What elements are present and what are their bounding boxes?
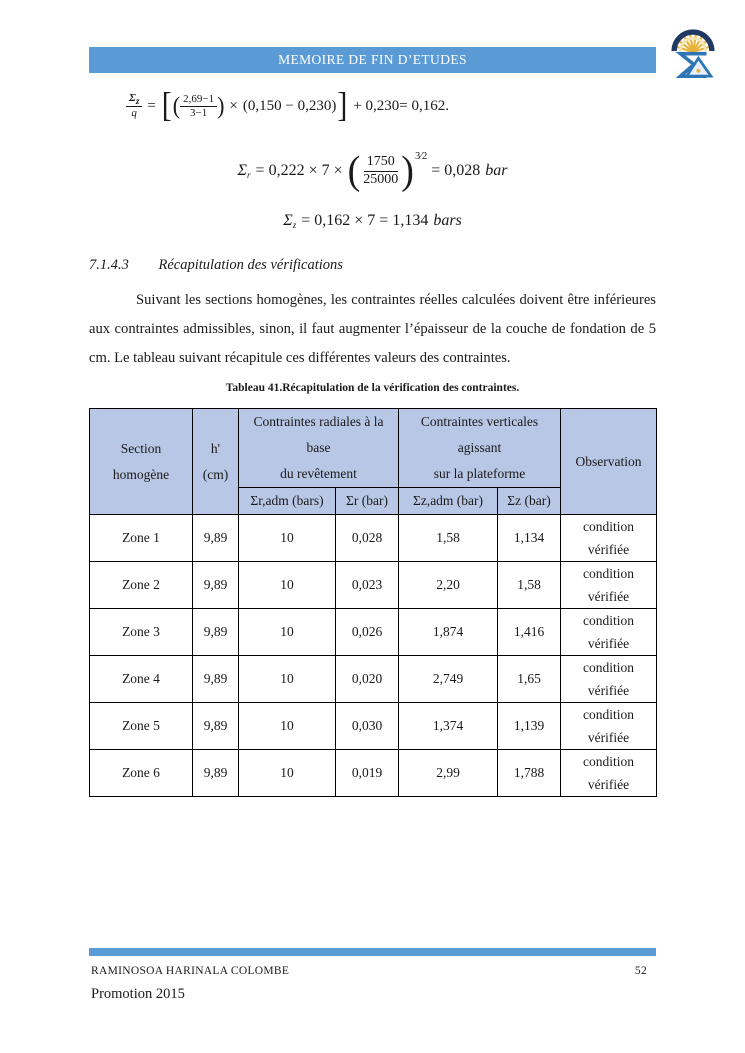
- table-row: [90, 656, 657, 703]
- col-header-sz-adm: Σz,adm (bar): [399, 488, 498, 515]
- table-caption: Tableau 41.Récapitulation de la vérification des contraintes.: [225, 382, 520, 394]
- cell-h: 9,89: [193, 656, 239, 703]
- cell-sr-adm: 10: [239, 609, 336, 656]
- crest-icon: [666, 24, 720, 78]
- banner-title: MEMOIRE DE FIN D’ETUDES: [278, 52, 467, 67]
- sigma-r: $\Sigma_r$: [237, 162, 251, 180]
- university-crest-logo: [666, 24, 720, 78]
- cell-zone: Zone 2: [90, 562, 193, 609]
- col-header-sr: Σr (bar): [336, 488, 399, 515]
- group-header-vertical: Contraintes verticales agissant sur la plateforme: [399, 409, 561, 488]
- col-header-observation: Observation: [561, 409, 657, 515]
- formula-tail: + 0,230= 0,162.: [353, 97, 450, 114]
- cell-sz-adm: 1,374: [399, 703, 498, 750]
- header-banner: [89, 47, 656, 73]
- cell-sr-adm: 10: [239, 750, 336, 797]
- col-header-sr-adm: Σr,adm (bars): [239, 488, 336, 515]
- footer-promotion: Promotion 2015: [91, 986, 185, 1002]
- col-header-h: h' (cm): [193, 409, 239, 515]
- unit-label: bar: [485, 162, 508, 179]
- cell-sz: 1,788: [498, 750, 561, 797]
- cell-sr: 0,020: [336, 656, 399, 703]
- formula-sigma-r: $\Sigma_r$ = 0,222 × 7 × ( $\frac{1750}{25000}$ ) 3⁄2 = 0,028 bar: [237, 148, 508, 194]
- cell-zone: Zone 1: [90, 515, 193, 562]
- table-row: [90, 562, 657, 609]
- cell-h: 9,89: [193, 562, 239, 609]
- table-row: [90, 515, 657, 562]
- cell-h: 9,89: [193, 703, 239, 750]
- formula-sigma-z-over-q: $\frac{\Sigma_z}{q}$ = [ ( $\frac{2,69-1}{3-1}$ ) × (0,150 − 0,230) ] + 0,230= 0,162.: [126, 86, 449, 126]
- result: = 0,028: [431, 162, 481, 179]
- table-header-row-1: [90, 409, 657, 488]
- footer-line: [91, 965, 647, 977]
- body-paragraph: Suivant les sections homogènes, les contraintes réelles calculées doivent être inférieures aux contraintes admissibles, sinon, il faut augmenter l’épaisseur de la couche de fondation de 5 cm. Le tableau suivant récapitule ces différentes valeurs des contraintes.: [89, 292, 656, 366]
- section-heading: [89, 257, 343, 274]
- table-row: [90, 750, 657, 797]
- page-number: 52: [634, 965, 647, 977]
- table-row: [90, 703, 657, 750]
- cell-sz: 1,58: [498, 562, 561, 609]
- cell-sr: 0,026: [336, 609, 399, 656]
- cell-zone: Zone 4: [90, 656, 193, 703]
- cell-sz-adm: 2,20: [399, 562, 498, 609]
- unit-label: bars: [433, 212, 462, 229]
- cell-zone: Zone 6: [90, 750, 193, 797]
- cell-sr: 0,030: [336, 703, 399, 750]
- fraction-lhs: $\frac{\Sigma_z}{q}$: [126, 92, 142, 120]
- times-sign: ×: [229, 97, 238, 114]
- cell-zone: Zone 5: [90, 703, 193, 750]
- section-title: Récapitulation des vérifications: [158, 257, 343, 273]
- cell-observation: condition vérifiée: [561, 703, 657, 750]
- cell-observation: condition vérifiée: [561, 750, 657, 797]
- table-row: [90, 609, 657, 656]
- fraction-inner: $\frac{2,69-1}{3-1}$: [180, 93, 217, 119]
- fraction: $\frac{1750}{25000}$: [363, 154, 399, 187]
- cell-sz: 1,65: [498, 656, 561, 703]
- cell-h: 9,89: [193, 515, 239, 562]
- cell-observation: condition vérifiée: [561, 656, 657, 703]
- cell-sz: 1,416: [498, 609, 561, 656]
- cell-sr: 0,023: [336, 562, 399, 609]
- cell-h: 9,89: [193, 609, 239, 656]
- cell-observation: condition vérifiée: [561, 515, 657, 562]
- cell-sr: 0,028: [336, 515, 399, 562]
- cell-sz: 1,134: [498, 515, 561, 562]
- cell-sr: 0,019: [336, 750, 399, 797]
- cell-observation: condition vérifiée: [561, 562, 657, 609]
- cell-sz-adm: 2,749: [399, 656, 498, 703]
- stress-verification-table: [89, 408, 657, 797]
- cell-sr-adm: 10: [239, 562, 336, 609]
- sigma-z: $\Sigma_z$: [283, 212, 297, 230]
- col-header-sz: Σz (bar): [498, 488, 561, 515]
- cell-sr-adm: 10: [239, 656, 336, 703]
- lead-terms: = 0,222 × 7 ×: [255, 162, 343, 179]
- term: (0,150 − 0,230): [242, 97, 337, 114]
- cell-h: 9,89: [193, 750, 239, 797]
- cell-sz-adm: 2,99: [399, 750, 498, 797]
- cell-observation: condition vérifiée: [561, 609, 657, 656]
- footer-author: RAMINOSOA HARINALA COLOMBE: [91, 965, 290, 977]
- cell-sz-adm: 1,58: [399, 515, 498, 562]
- cell-sz: 1,139: [498, 703, 561, 750]
- cell-zone: Zone 3: [90, 609, 193, 656]
- exponent: 3⁄2: [414, 150, 428, 162]
- cell-sz-adm: 1,874: [399, 609, 498, 656]
- group-header-radial: Contraintes radiales à la base du revêtement: [239, 409, 399, 488]
- cell-sr-adm: 10: [239, 703, 336, 750]
- col-header-section: Section homogène: [90, 409, 193, 515]
- equals-sign: =: [147, 97, 156, 114]
- section-number: 7.1.4.3: [89, 257, 129, 273]
- formula-body: = 0,162 × 7 = 1,134: [301, 212, 429, 229]
- footer-rule: [89, 948, 656, 956]
- formula-sigma-z: [89, 208, 656, 234]
- cell-sr-adm: 10: [239, 515, 336, 562]
